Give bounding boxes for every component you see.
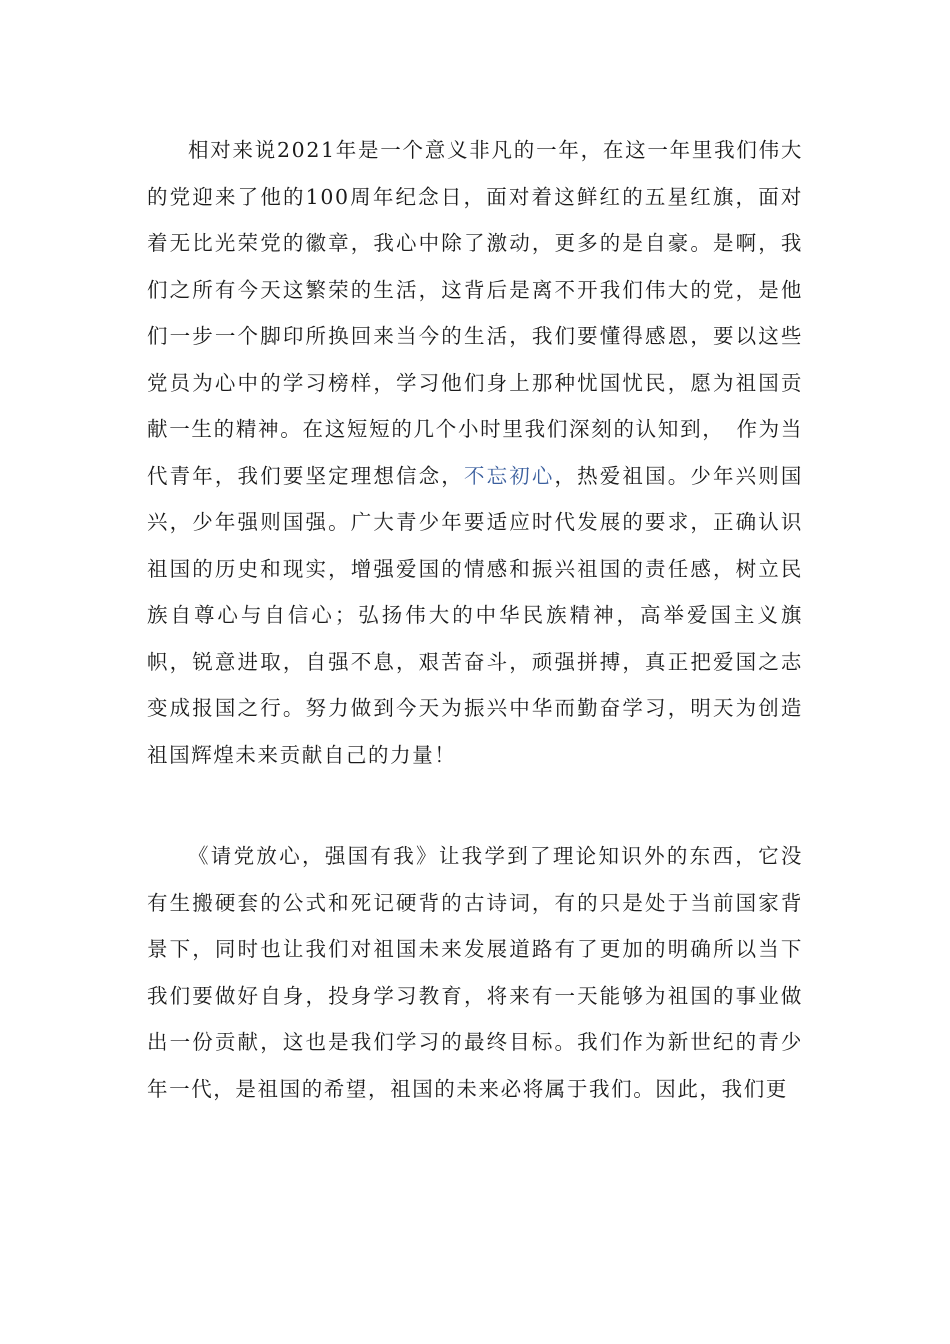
hyperlink-bu-wang-chu-xin[interactable]: 不忘初心: [463, 463, 555, 488]
paragraph-1-text-start: 相对来说2021年是一个意义非凡的一年，在这一年里我们伟大的党迎来了他的100周年纪念日，面对着这鲜红的五星红旗，面对着无比光荣党的徽章，我心中除了激动，更多的是自豪。是啊，我们之所有今天这繁荣的生活，这背后是离不开我们伟大的党，是他们一步一个脚印所换回来当今的生活，我们要懂得感恩，要以这些党员为心中的学习榜样，学习他们身上那种忧国忧民，愿为祖国贡献一生的精神。在这短短的几个小时里我们深刻的认知到， 作为当代青年，我们要坚定理想信念，: [147, 138, 803, 488]
paragraph-1-text-end: ，热爱祖国。少年兴则国兴，少年强则国强。广大青少年要适应时代发展的要求，正确认识祖国的历史和现实，增强爱国的情感和振兴祖国的责任感，树立民族自尊心与自信心；弘扬伟大的中华民族精神，高举爱国主义旗帜，锐意进取，自强不息，艰苦奋斗，顽强拼搏，真正把爱国之志变成报国之行。努力做到今天为振兴中华而勤奋学习，明天为创造祖国辉煌未来贡献自己的力量！: [147, 463, 804, 767]
paragraph-1: [147, 127, 803, 778]
paragraph-2: 《请党放心，强国有我》让我学到了理论知识外的东西，它没有生搬硬套的公式和死记硬背的古诗词，有的只是处于当前国家背景下，同时也让我们对祖国未来发展道路有了更加的明确所以当下我们要做好自身，投身学习教育，将来有一天能够为祖国的事业做出一份贡献，这也是我们学习的最终目标。我们作为新世纪的青少年一代，是祖国的希望，祖国的未来必将属于我们。因此，我们更: [147, 844, 803, 1101]
